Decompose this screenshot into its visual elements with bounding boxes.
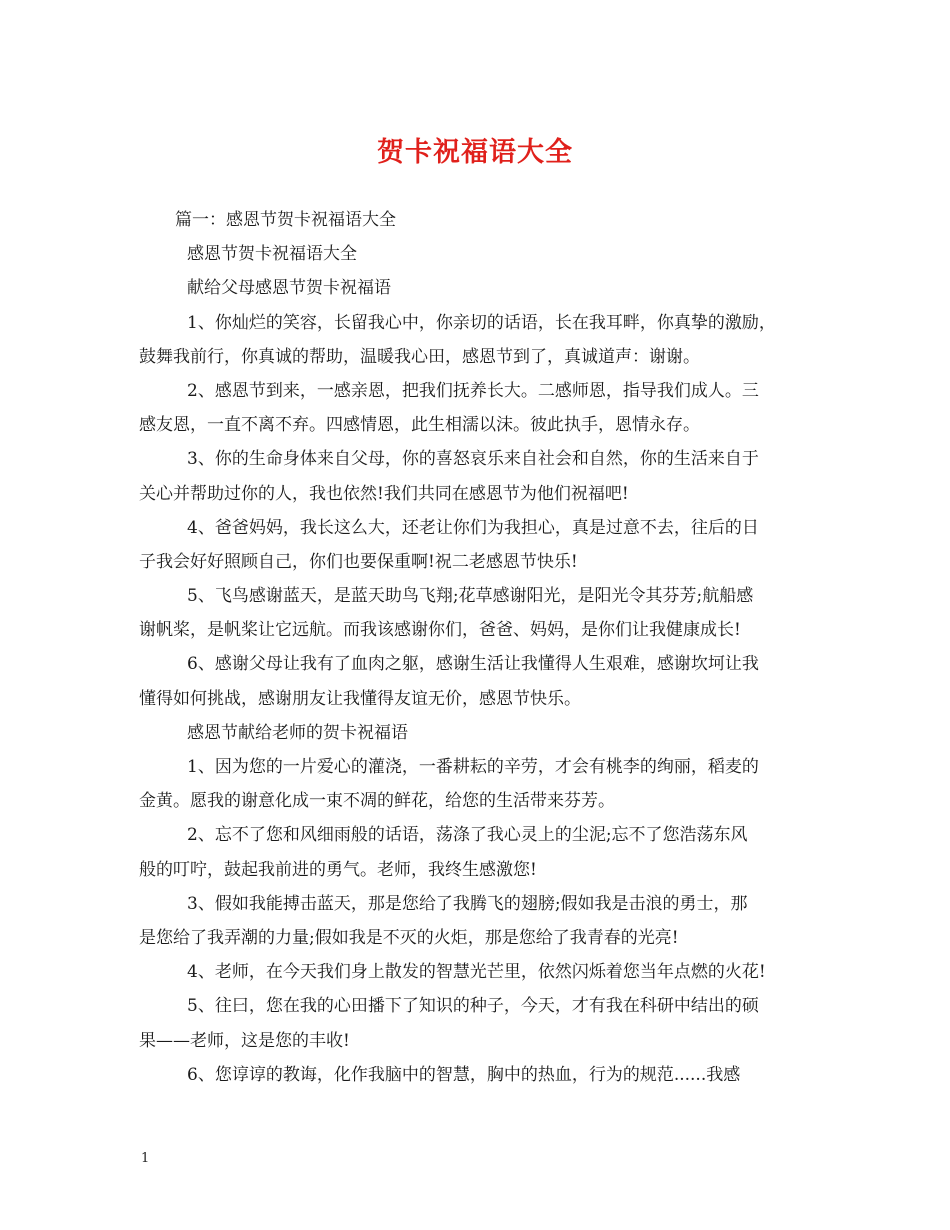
text-line: 3、假如我能搏击蓝天，那是您给了我腾飞的翅膀;假如我是击浪的勇士，那 (187, 893, 748, 914)
document-body (139, 203, 829, 1092)
text-line: 感友恩，一直不离不弃。四感情恩，此生相濡以沫。彼此执手，恩情永存。 (139, 415, 700, 436)
text-line: 5、往曰，您在我的心田播下了知识的种子，今天，才有我在科研中结出的硕 (187, 996, 759, 1017)
text-line: 3、你的生命身体来自父母，你的喜怒哀乐来自社会和自然，你的生活来自于 (187, 449, 759, 470)
text-line: 般的叮咛，鼓起我前进的勇气。老师，我终生感激您! (139, 859, 537, 880)
text-line: 献给父母感恩节贺卡祝福语 (187, 278, 391, 299)
text-line: 懂得如何挑战，感谢朋友让我懂得友谊无价，感恩节快乐。 (139, 688, 581, 709)
text-line: 果——老师，这是您的丰收! (139, 1030, 350, 1051)
text-line: 6、您谆谆的教诲，化作我脑中的智慧，胸中的热血，行为的规范......我感 (187, 1064, 741, 1085)
text-line: 关心并帮助过你的人，我也依然!我们共同在感恩节为他们祝福吧! (139, 483, 629, 504)
text-line: 5、飞鸟感谢蓝天，是蓝天助鸟飞翔;花草感谢阳光，是阳光令其芬芳;航船感 (187, 586, 754, 607)
text-line: 4、爸爸妈妈，我长这么大，还老让你们为我担心，真是过意不去，往后的日 (187, 517, 759, 538)
text-line: 金黄。愿我的谢意化成一束不凋的鲜花，给您的生活带来芬芳。 (139, 791, 615, 812)
text-line: 篇一：感恩节贺卡祝福语大全 (175, 210, 396, 230)
text-line: 1、因为您的一片爱心的灌浇，一番耕耘的辛劳，才会有桃李的绚丽，稻麦的 (187, 757, 759, 777)
text-line: 2、感恩节到来，一感亲恩，把我们抚养长大。二感师恩，指导我们成人。三 (187, 380, 759, 401)
text-line: 感恩节贺卡祝福语大全 (187, 244, 357, 265)
page-number: 1 (141, 1151, 150, 1166)
text-line: 子我会好好照顾自己，你们也要保重啊!祝二老感恩节快乐! (139, 551, 578, 572)
text-line: 是您给了我弄潮的力量;假如我是不灭的火炬，那是您给了我青春的光亮! (139, 927, 679, 948)
text-line: 4、老师，在今天我们身上散发的智慧光芒里，依然闪烁着您当年点燃的火花! (187, 962, 766, 983)
text-line: 鼓舞我前行，你真诚的帮助，温暖我心田，感恩节到了，真诚道声：谢谢。 (139, 346, 700, 367)
text-line: 感恩节献给老师的贺卡祝福语 (187, 722, 408, 743)
text-line: 2、忘不了您和风细雨般的话语，荡涤了我心灵上的尘泥;忘不了您浩荡东风 (187, 825, 748, 846)
text-line: 6、感谢父母让我有了血肉之躯，感谢生活让我懂得人生艰难，感谢坎坷让我 (187, 654, 759, 675)
text-line: 谢帆桨，是帆桨让它远航。而我该感谢你们，爸爸、妈妈，是你们让我健康成长! (139, 620, 741, 641)
document-title: 贺卡祝福语大全 (377, 137, 573, 168)
text-line: 1、你灿烂的笑容，长留我心中，你亲切的话语，长在我耳畔，你真挚的激励， (187, 312, 776, 333)
